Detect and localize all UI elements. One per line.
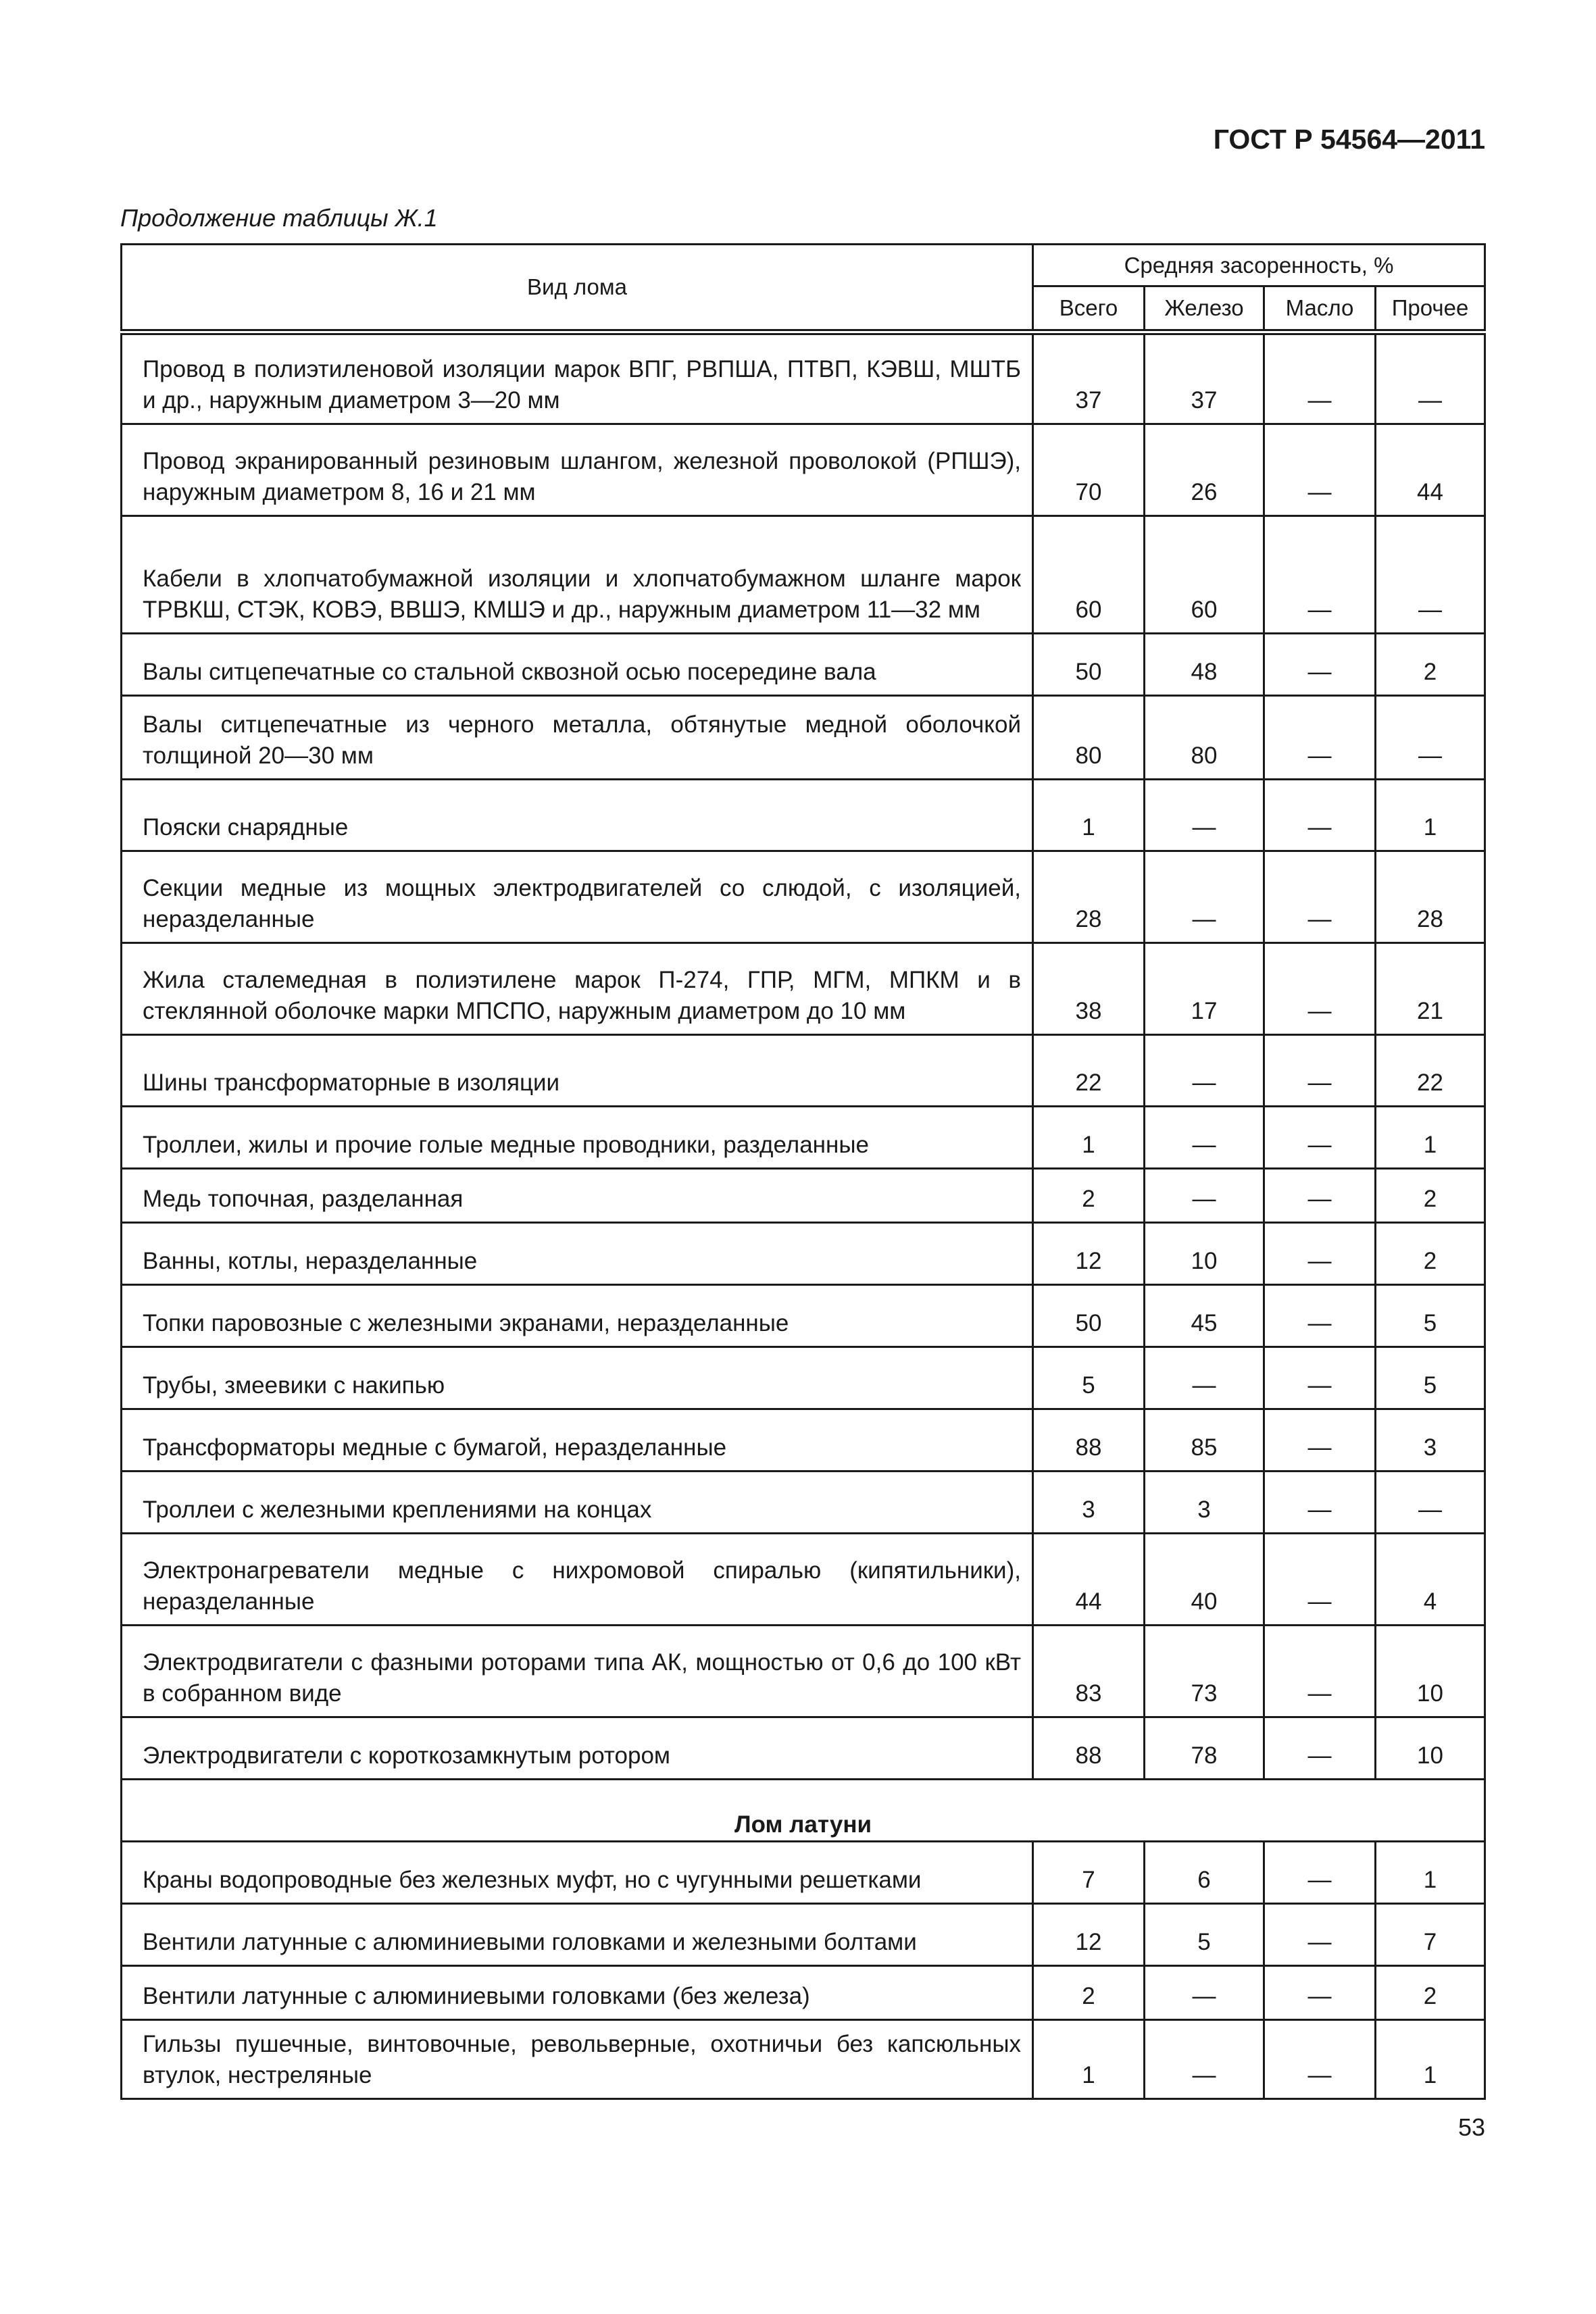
other-value-cell: 4 <box>1376 1534 1485 1626</box>
table-row <box>122 1842 1485 1904</box>
iron-value-cell: — <box>1145 1966 1264 2020</box>
other-value-cell: 28 <box>1376 851 1485 943</box>
total-value-cell: 22 <box>1033 1035 1145 1107</box>
iron-value-cell: 40 <box>1145 1534 1264 1626</box>
other-value-cell: — <box>1376 516 1485 634</box>
scrap-type-cell: Троллеи с железными креплениями на концах <box>122 1472 1033 1534</box>
total-value-cell: 80 <box>1033 696 1145 780</box>
other-value-cell: 3 <box>1376 1409 1485 1472</box>
scrap-type-cell: Электродвигатели с короткозамкнутым ротором <box>122 1717 1033 1780</box>
iron-value-cell: 37 <box>1145 332 1264 424</box>
total-value-cell: 3 <box>1033 1472 1145 1534</box>
scrap-type-cell: Троллеи, жилы и прочие голые медные проводники, разделанные <box>122 1107 1033 1169</box>
oil-value-cell: — <box>1264 1107 1376 1169</box>
total-value-cell: 12 <box>1033 1904 1145 1966</box>
table-row <box>122 1409 1485 1472</box>
scrap-type-cell: Кабели в хлопчатобумажной изоляции и хлопчатобумажном шланге марок ТРВКШ, СТЭК, КОВЭ, ВВШЭ, КМШЭ и др., наружным диаметром 11—32 мм <box>122 516 1033 634</box>
table-row <box>122 696 1485 780</box>
table-row <box>122 1285 1485 1347</box>
scrap-type-cell: Пояски снарядные <box>122 780 1033 851</box>
scrap-type-cell: Провод экранированный резиновым шлангом, железной проволокой (РПШЭ), наружным диаметром 8, 16 и 21 мм <box>122 424 1033 516</box>
oil-value-cell: — <box>1264 516 1376 634</box>
column-header-iron: Железо <box>1145 286 1264 332</box>
oil-value-cell: — <box>1264 943 1376 1035</box>
column-header-scrap-type: Вид лома <box>122 245 1033 332</box>
oil-value-cell: — <box>1264 2020 1376 2099</box>
total-value-cell: 1 <box>1033 1107 1145 1169</box>
oil-value-cell: — <box>1264 1223 1376 1285</box>
table-row <box>122 1534 1485 1626</box>
contamination-table <box>120 243 1486 2100</box>
iron-value-cell: 45 <box>1145 1285 1264 1347</box>
total-value-cell: 5 <box>1033 1347 1145 1409</box>
scrap-type-cell: Вентили латунные с алюминиевыми головками и железными болтами <box>122 1904 1033 1966</box>
oil-value-cell: — <box>1264 332 1376 424</box>
other-value-cell: 10 <box>1376 1626 1485 1717</box>
other-value-cell: 1 <box>1376 1842 1485 1904</box>
iron-value-cell: 10 <box>1145 1223 1264 1285</box>
oil-value-cell: — <box>1264 1347 1376 1409</box>
oil-value-cell: — <box>1264 424 1376 516</box>
oil-value-cell: — <box>1264 1904 1376 1966</box>
other-value-cell: 5 <box>1376 1285 1485 1347</box>
other-value-cell: 7 <box>1376 1904 1485 1966</box>
total-value-cell: 70 <box>1033 424 1145 516</box>
iron-value-cell: — <box>1145 851 1264 943</box>
other-value-cell: 10 <box>1376 1717 1485 1780</box>
document-id: ГОСТ Р 54564—2011 <box>1213 124 1485 155</box>
iron-value-cell: — <box>1145 1035 1264 1107</box>
scrap-type-cell: Жила сталемедная в полиэтилене марок П-274, ГПР, МГМ, МПКМ и в стеклянной оболочке марки МПСПО, наружным диаметром до 10 мм <box>122 943 1033 1035</box>
other-value-cell: 2 <box>1376 634 1485 696</box>
table-row <box>122 1717 1485 1780</box>
other-value-cell: 22 <box>1376 1035 1485 1107</box>
total-value-cell: 1 <box>1033 780 1145 851</box>
scrap-type-cell: Краны водопроводные без железных муфт, но с чугунными решетками <box>122 1842 1033 1904</box>
total-value-cell: 37 <box>1033 332 1145 424</box>
other-value-cell: — <box>1376 1472 1485 1534</box>
oil-value-cell: — <box>1264 851 1376 943</box>
scrap-type-cell: Электродвигатели с фазными роторами типа АК, мощностью от 0,6 до 100 кВт в собранном виде <box>122 1626 1033 1717</box>
other-value-cell: 5 <box>1376 1347 1485 1409</box>
iron-value-cell: 78 <box>1145 1717 1264 1780</box>
total-value-cell: 28 <box>1033 851 1145 943</box>
other-value-cell: 44 <box>1376 424 1485 516</box>
scrap-type-cell: Вентили латунные с алюминиевыми головками (без железа) <box>122 1966 1033 2020</box>
iron-value-cell: 80 <box>1145 696 1264 780</box>
total-value-cell: 1 <box>1033 2020 1145 2099</box>
other-value-cell: 2 <box>1376 1169 1485 1223</box>
iron-value-cell: — <box>1145 1169 1264 1223</box>
scrap-type-cell: Медь топочная, разделанная <box>122 1169 1033 1223</box>
scrap-type-cell: Трубы, змеевики с накипью <box>122 1347 1033 1409</box>
oil-value-cell: — <box>1264 1966 1376 2020</box>
table-row <box>122 851 1485 943</box>
iron-value-cell: — <box>1145 1107 1264 1169</box>
iron-value-cell: 5 <box>1145 1904 1264 1966</box>
iron-value-cell: 48 <box>1145 634 1264 696</box>
other-value-cell: — <box>1376 332 1485 424</box>
section-row <box>122 1780 1485 1842</box>
column-header-total: Всего <box>1033 286 1145 332</box>
iron-value-cell: 73 <box>1145 1626 1264 1717</box>
other-value-cell: — <box>1376 696 1485 780</box>
other-value-cell: 1 <box>1376 2020 1485 2099</box>
column-header-oil: Масло <box>1264 286 1376 332</box>
scrap-type-cell: Гильзы пушечные, винтовочные, револьверные, охотничьи без капсюльных втулок, нестреляные <box>122 2020 1033 2099</box>
table-row <box>122 1107 1485 1169</box>
table-row <box>122 1626 1485 1717</box>
iron-value-cell: 85 <box>1145 1409 1264 1472</box>
total-value-cell: 50 <box>1033 1285 1145 1347</box>
iron-value-cell: — <box>1145 1347 1264 1409</box>
total-value-cell: 88 <box>1033 1409 1145 1472</box>
scrap-type-cell: Валы ситцепечатные из черного металла, обтянутые медной оболочкой толщиной 20—30 мм <box>122 696 1033 780</box>
section-title-brass-scrap: Лом латуни <box>122 1780 1485 1842</box>
total-value-cell: 44 <box>1033 1534 1145 1626</box>
scrap-type-cell: Провод в полиэтиленовой изоляции марок ВПГ, РВПША, ПТВП, КЭВШ, МШТБ и др., наружным диаметром 3—20 мм <box>122 332 1033 424</box>
oil-value-cell: — <box>1264 1169 1376 1223</box>
oil-value-cell: — <box>1264 1285 1376 1347</box>
other-value-cell: 2 <box>1376 1223 1485 1285</box>
table-row <box>122 1966 1485 2020</box>
iron-value-cell: 6 <box>1145 1842 1264 1904</box>
column-header-group: Средняя засоренность, % <box>1033 245 1485 286</box>
table-row <box>122 943 1485 1035</box>
total-value-cell: 60 <box>1033 516 1145 634</box>
oil-value-cell: — <box>1264 1534 1376 1626</box>
oil-value-cell: — <box>1264 1626 1376 1717</box>
scrap-type-cell: Трансформаторы медные с бумагой, неразделанные <box>122 1409 1033 1472</box>
page-number: 53 <box>1457 2113 1485 2141</box>
oil-value-cell: — <box>1264 1472 1376 1534</box>
total-value-cell: 38 <box>1033 943 1145 1035</box>
scrap-type-cell: Валы ситцепечатные со стальной сквозной осью посередине вала <box>122 634 1033 696</box>
oil-value-cell: — <box>1264 1717 1376 1780</box>
oil-value-cell: — <box>1264 1842 1376 1904</box>
table-row <box>122 332 1485 424</box>
other-value-cell: 1 <box>1376 1107 1485 1169</box>
table-row <box>122 1035 1485 1107</box>
table-row <box>122 1347 1485 1409</box>
table-row <box>122 1169 1485 1223</box>
iron-value-cell: — <box>1145 780 1264 851</box>
iron-value-cell: 26 <box>1145 424 1264 516</box>
other-value-cell: 2 <box>1376 1966 1485 2020</box>
table-row <box>122 1904 1485 1966</box>
oil-value-cell: — <box>1264 780 1376 851</box>
oil-value-cell: — <box>1264 1409 1376 1472</box>
total-value-cell: 12 <box>1033 1223 1145 1285</box>
iron-value-cell: 17 <box>1145 943 1264 1035</box>
table-row <box>122 516 1485 634</box>
iron-value-cell: — <box>1145 2020 1264 2099</box>
scrap-type-cell: Электронагреватели медные с нихромовой спиралью (кипятильники), неразделанные <box>122 1534 1033 1626</box>
table-row <box>122 634 1485 696</box>
oil-value-cell: — <box>1264 634 1376 696</box>
total-value-cell: 50 <box>1033 634 1145 696</box>
oil-value-cell: — <box>1264 696 1376 780</box>
total-value-cell: 7 <box>1033 1842 1145 1904</box>
scrap-type-cell: Ванны, котлы, неразделанные <box>122 1223 1033 1285</box>
scrap-type-cell: Топки паровозные с железными экранами, неразделанные <box>122 1285 1033 1347</box>
other-value-cell: 1 <box>1376 780 1485 851</box>
other-value-cell: 21 <box>1376 943 1485 1035</box>
table-row <box>122 1223 1485 1285</box>
total-value-cell: 88 <box>1033 1717 1145 1780</box>
table-row <box>122 1472 1485 1534</box>
iron-value-cell: 3 <box>1145 1472 1264 1534</box>
table-row <box>122 424 1485 516</box>
column-header-other: Прочее <box>1376 286 1485 332</box>
table-row <box>122 780 1485 851</box>
table-row <box>122 2020 1485 2099</box>
oil-value-cell: — <box>1264 1035 1376 1107</box>
scrap-type-cell: Шины трансформаторные в изоляции <box>122 1035 1033 1107</box>
total-value-cell: 83 <box>1033 1626 1145 1717</box>
total-value-cell: 2 <box>1033 1966 1145 2020</box>
total-value-cell: 2 <box>1033 1169 1145 1223</box>
scrap-type-cell: Секции медные из мощных электродвигателей со слюдой, с изоляцией, неразделанные <box>122 851 1033 943</box>
table-caption: Продолжение таблицы Ж.1 <box>120 204 438 232</box>
iron-value-cell: 60 <box>1145 516 1264 634</box>
